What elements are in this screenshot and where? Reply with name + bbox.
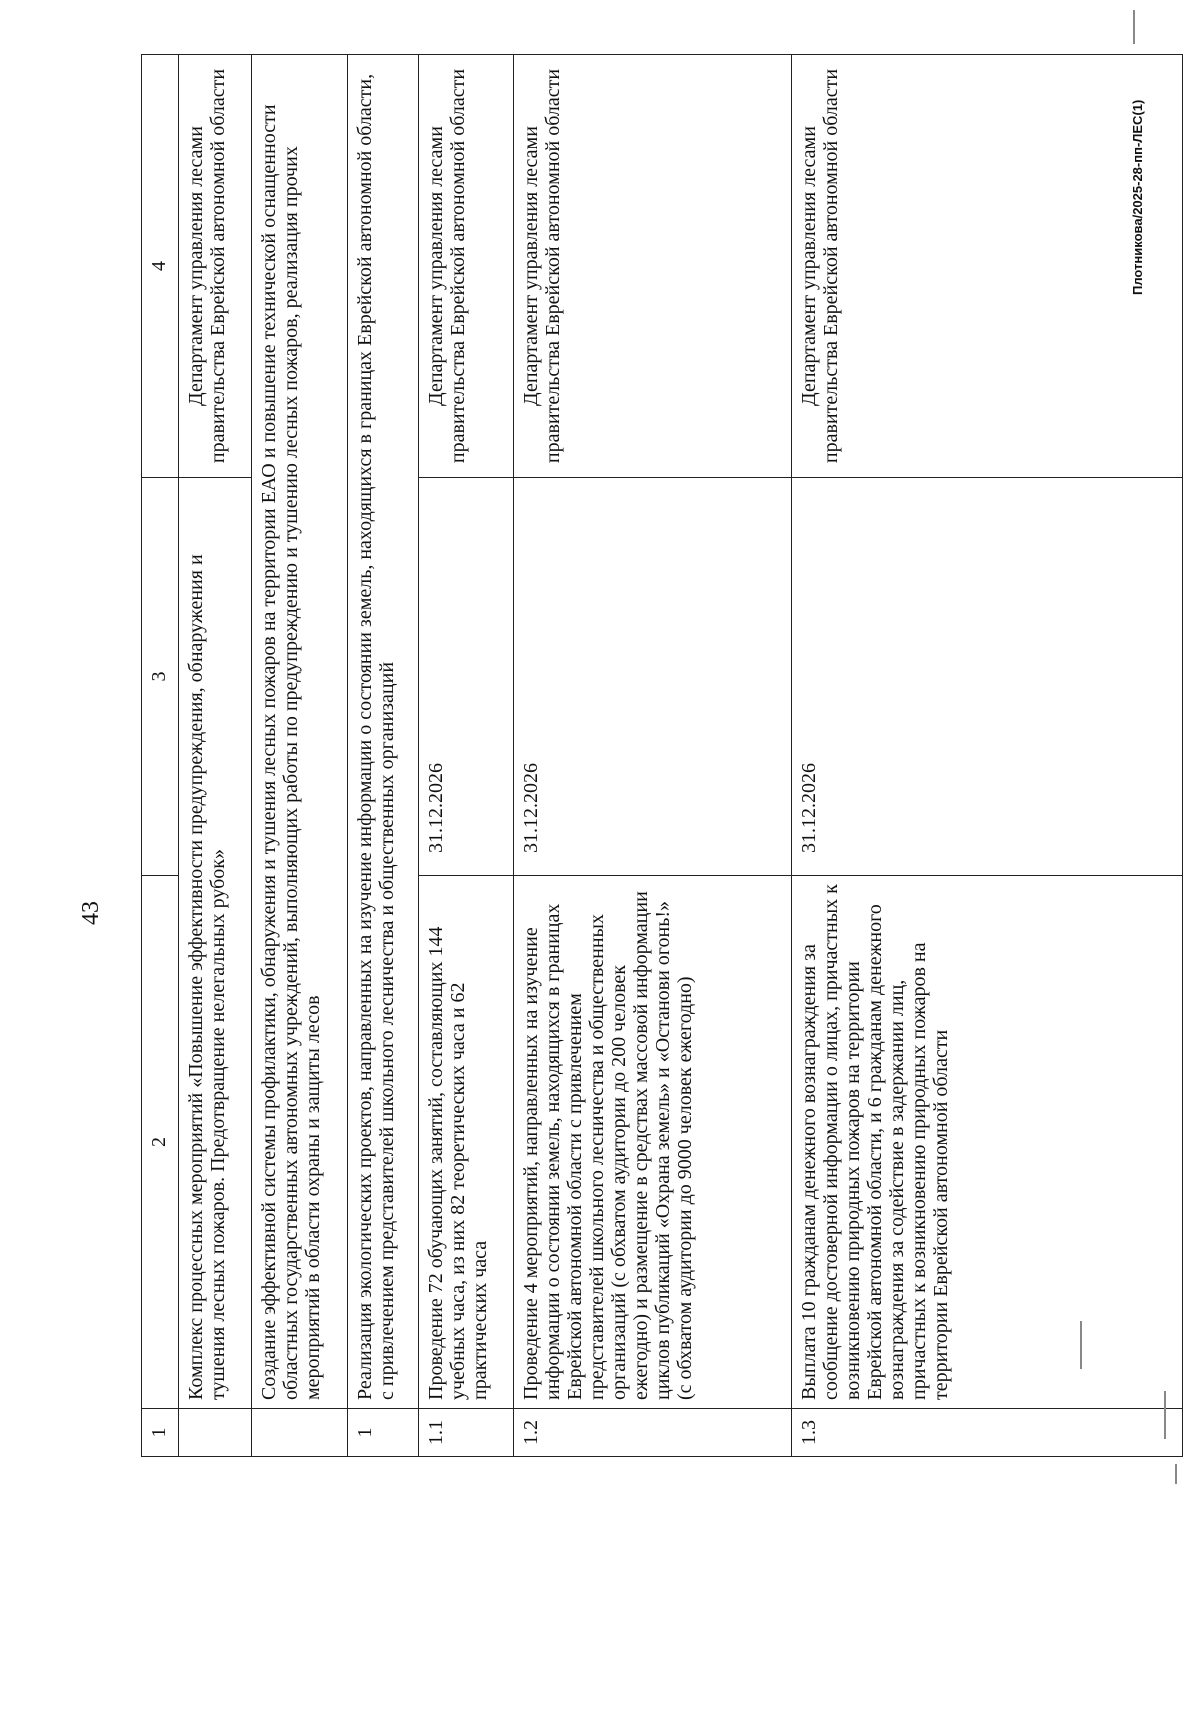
goal-num bbox=[252, 1409, 348, 1457]
complex-title: Комплекс процессных мероприятий «Повышение эффективности предупреждения, обнаружения и тушения лесных пожаров. Предотвращение нелегальных рубок» bbox=[179, 478, 252, 1409]
goal-row bbox=[252, 55, 348, 1457]
row-text: Проведение 4 мероприятий, направленных на изучение информации о состоянии земель, находящихся в границах Еврейской автономной области с привлечением представителей школьного лесничества и общественных организаций (с обхватом аудитории до 200 человек ежегодно) и размещение в средствах массовой информации циклов публикаций «Охрана земель» и «Останови огонь!» (с обхватом аудитории до 9000 человек ежегодно) bbox=[514, 876, 792, 1409]
page-number: 43 bbox=[78, 901, 104, 925]
header-col-4: 4 bbox=[142, 55, 179, 478]
scan-mark bbox=[1080, 1321, 1082, 1369]
scan-mark bbox=[1133, 10, 1135, 44]
header-col-3: 3 bbox=[142, 478, 179, 876]
row-date: 31.12.2026 bbox=[514, 478, 792, 876]
goal-text: Создание эффективной системы профилактики, обнаружения и тушения лесных пожаров на территории ЕАО и повышение технической оснащенности областных государственных автономных учреждений, выполняющих работы по предупреждению и тушению лесных пожаров, реализация прочих мероприятий в области охраны и защиты лесов bbox=[252, 55, 348, 1409]
row-date: 31.12.2026 bbox=[792, 478, 1183, 876]
scan-mark bbox=[1175, 1464, 1177, 1484]
task-row bbox=[348, 55, 419, 1457]
row-date: 31.12.2026 bbox=[419, 478, 514, 876]
row-responsible: Департамент управления лесами правительства Еврейской автономной области bbox=[514, 55, 792, 478]
complex-responsible: Департамент управления лесами правительства Еврейской автономной области bbox=[179, 55, 252, 478]
header-col-2: 2 bbox=[142, 876, 179, 1409]
row-num: 1.2 bbox=[514, 1409, 792, 1457]
row-text: Выплата 10 гражданам денежного вознаграждения за сообщение достоверной информации о лицах, причастных к возникновению природных пожаров на территории Еврейской автономной области, и 6 гражданам денежного вознаграждения за содействие в задержании лиц, причастных к возникновению природных пожаров на территории Еврейской автономной области bbox=[792, 876, 1183, 1409]
scan-mark bbox=[1164, 1391, 1166, 1439]
row-responsible: Департамент управления лесами правительства Еврейской автономной области bbox=[419, 55, 514, 478]
header-row bbox=[142, 55, 179, 1457]
row-num: 1.3 bbox=[792, 1409, 1183, 1457]
header-col-1: 1 bbox=[142, 1409, 179, 1457]
task-text: Реализация экологических проектов, направленных на изучение информации о состоянии земель, находящихся в границах Еврейской автономной области, с привлечением представителей школьного лесничества и общественных организаций bbox=[348, 55, 419, 1409]
measures-table bbox=[141, 54, 1183, 1457]
table-row bbox=[514, 55, 792, 1457]
row-responsible: Департамент управления лесами правительства Еврейской автономной области bbox=[792, 55, 1183, 478]
task-num: 1 bbox=[348, 1409, 419, 1457]
table-row bbox=[792, 55, 1183, 1457]
complex-num bbox=[179, 1409, 252, 1457]
row-text: Проведение 72 обучающих занятий, составляющих 144 учебных часа, из них 82 теоретических часа и 62 практических часа bbox=[419, 876, 514, 1409]
footer-reference: Плотникова/2025-28-пп-ЛЕС(1) bbox=[1130, 99, 1145, 295]
complex-row bbox=[179, 55, 252, 1457]
table-row bbox=[419, 55, 514, 1457]
row-num: 1.1 bbox=[419, 1409, 514, 1457]
